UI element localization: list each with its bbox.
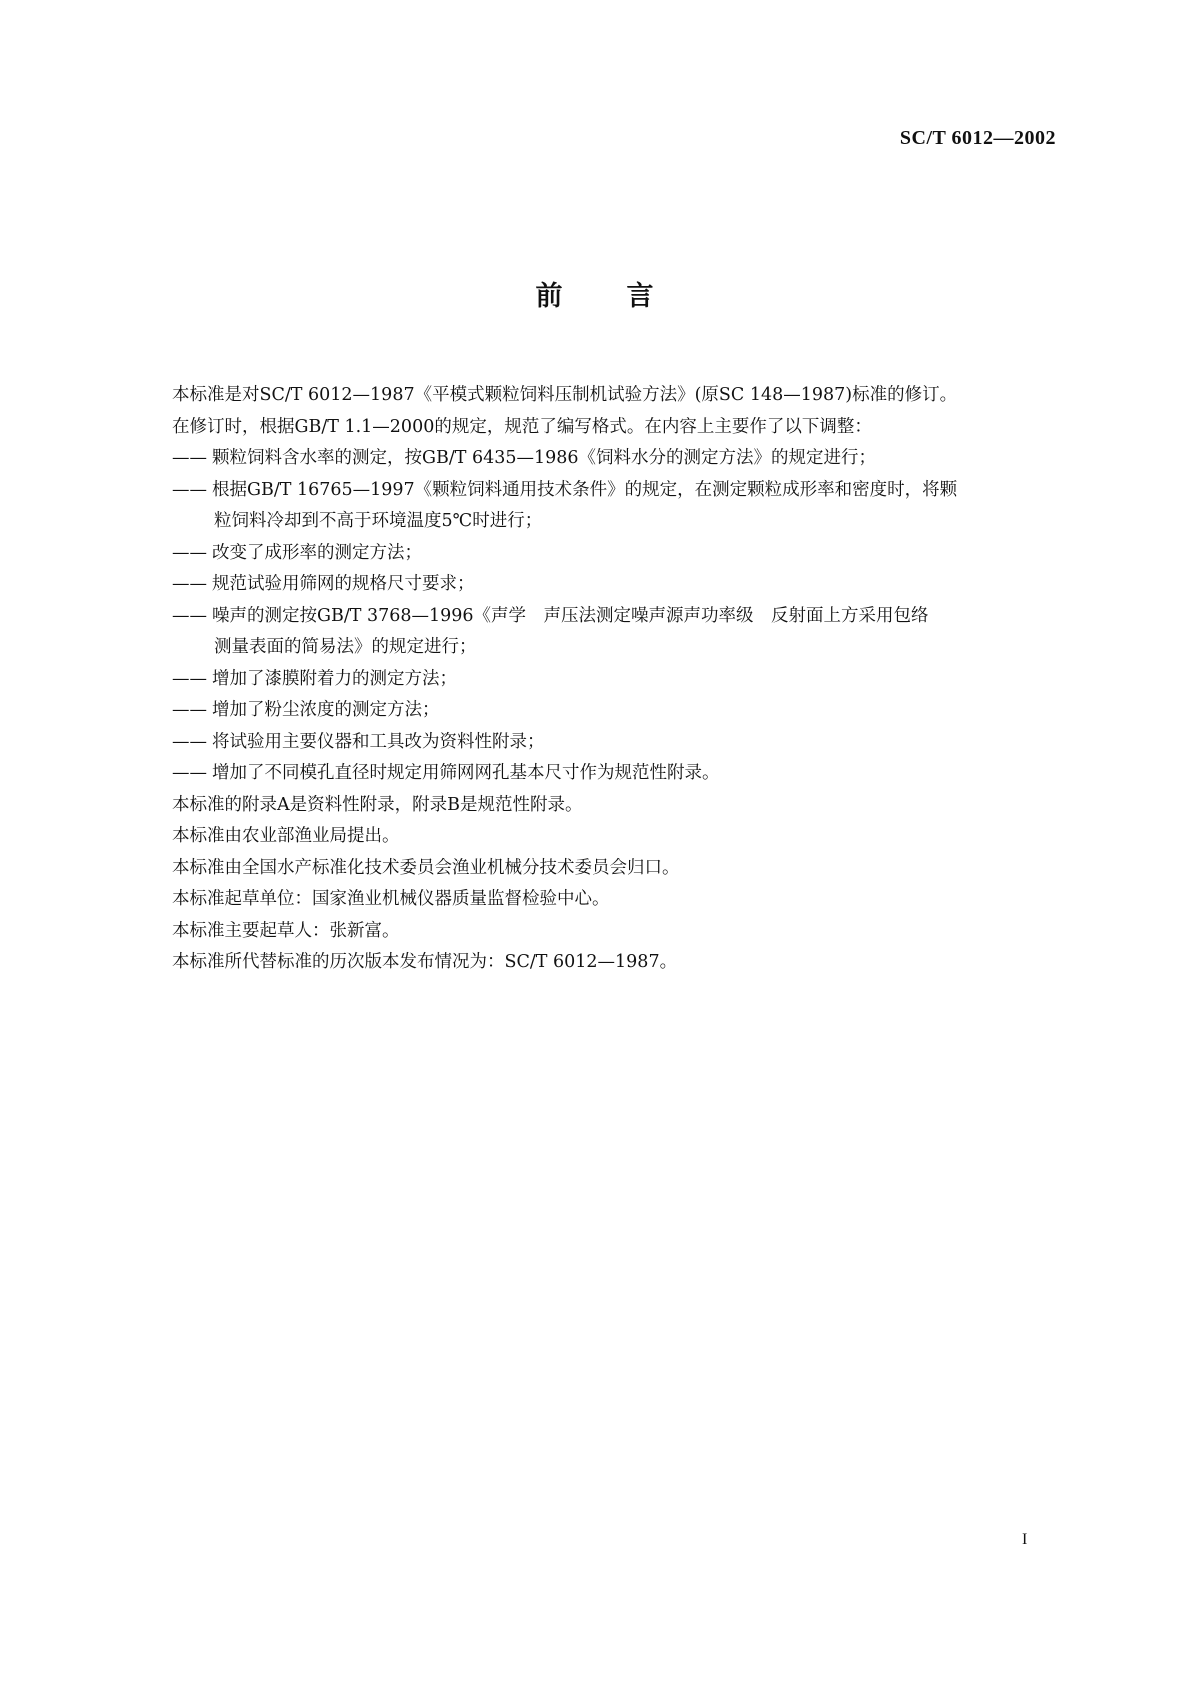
list-item bbox=[172, 569, 1052, 601]
list-item bbox=[172, 758, 1052, 790]
title-part-1: 前 bbox=[535, 281, 565, 312]
list-item bbox=[172, 695, 1052, 727]
page-number: I bbox=[1022, 1531, 1028, 1548]
intro-line-1: 本标准是对SC/T 6012—1987《平模式颗粒饲料压制机试验方法》(原SC 148—1987)标准的修订。 bbox=[172, 385, 958, 405]
centralized-note: 本标准由全国水产标准化技术委员会渔业机械分技术委员会归口。 bbox=[172, 857, 680, 878]
item-dash: —— bbox=[172, 574, 207, 594]
item-text: 根据GB/T 16765—1997《颗粒饲料通用技术条件》的规定，在测定颗粒成形率和密度时，将颗 bbox=[212, 479, 958, 500]
item-text: 颗粒饲料含水率的测定，按GB/T 6435—1986《饲料水分的测定方法》的规定进行； bbox=[212, 448, 877, 468]
proposer-note: 本标准由农业部渔业局提出。 bbox=[172, 826, 400, 846]
item-dash: —— bbox=[172, 479, 207, 500]
item-dash: —— bbox=[172, 731, 207, 752]
item-text: 增加了漆膜附着力的测定方法； bbox=[212, 668, 457, 689]
changes-list bbox=[172, 443, 1052, 790]
list-item bbox=[172, 664, 1052, 696]
drafter-note: 本标准主要起草人：张新富。 bbox=[172, 920, 400, 941]
item-dash: —— bbox=[172, 668, 207, 689]
item-text-continued: 测量表面的简易法》的规定进行； bbox=[214, 637, 477, 657]
list-item bbox=[172, 475, 1052, 538]
item-text: 增加了不同模孔直径时规定用筛网网孔基本尺寸作为规范性附录。 bbox=[212, 763, 720, 783]
list-item bbox=[172, 538, 1052, 570]
item-dash: —— bbox=[172, 542, 207, 563]
foreword-body bbox=[172, 380, 1052, 979]
appendix-note: 本标准的附录A是资料性附录，附录B是规范性附录。 bbox=[172, 794, 583, 815]
item-dash: —— bbox=[172, 700, 207, 720]
list-item bbox=[172, 727, 1052, 759]
item-text: 增加了粉尘浓度的测定方法； bbox=[212, 700, 440, 720]
history-note: 本标准所代替标准的历次版本发布情况为：SC/T 6012—1987。 bbox=[172, 952, 678, 972]
list-item bbox=[172, 443, 1052, 475]
item-dash: —— bbox=[172, 605, 207, 626]
item-text: 将试验用主要仪器和工具改为资料性附录； bbox=[212, 731, 545, 752]
list-item bbox=[172, 601, 1052, 664]
item-text-continued: 粒饲料冷却到不高于环境温度5℃时进行； bbox=[214, 511, 543, 531]
page-title bbox=[0, 274, 1191, 313]
intro-line-2: 在修订时，根据GB/T 1.1—2000的规定，规范了编写格式。在内容上主要作了以下调整： bbox=[172, 416, 872, 437]
item-text: 规范试验用筛网的规格尺寸要求； bbox=[212, 574, 475, 594]
item-dash: —— bbox=[172, 763, 207, 783]
item-text: 改变了成形率的测定方法； bbox=[212, 542, 422, 563]
drafting-unit-note: 本标准起草单位：国家渔业机械仪器质量监督检验中心。 bbox=[172, 889, 610, 909]
item-dash: —— bbox=[172, 448, 207, 468]
standard-code: SC/T 6012—2002 bbox=[899, 127, 1056, 149]
title-part-2: 言 bbox=[626, 281, 656, 312]
item-text: 噪声的测定按GB/T 3768—1996《声学 声压法测定噪声源声功率级 反射面上方采用包络 bbox=[212, 605, 929, 626]
